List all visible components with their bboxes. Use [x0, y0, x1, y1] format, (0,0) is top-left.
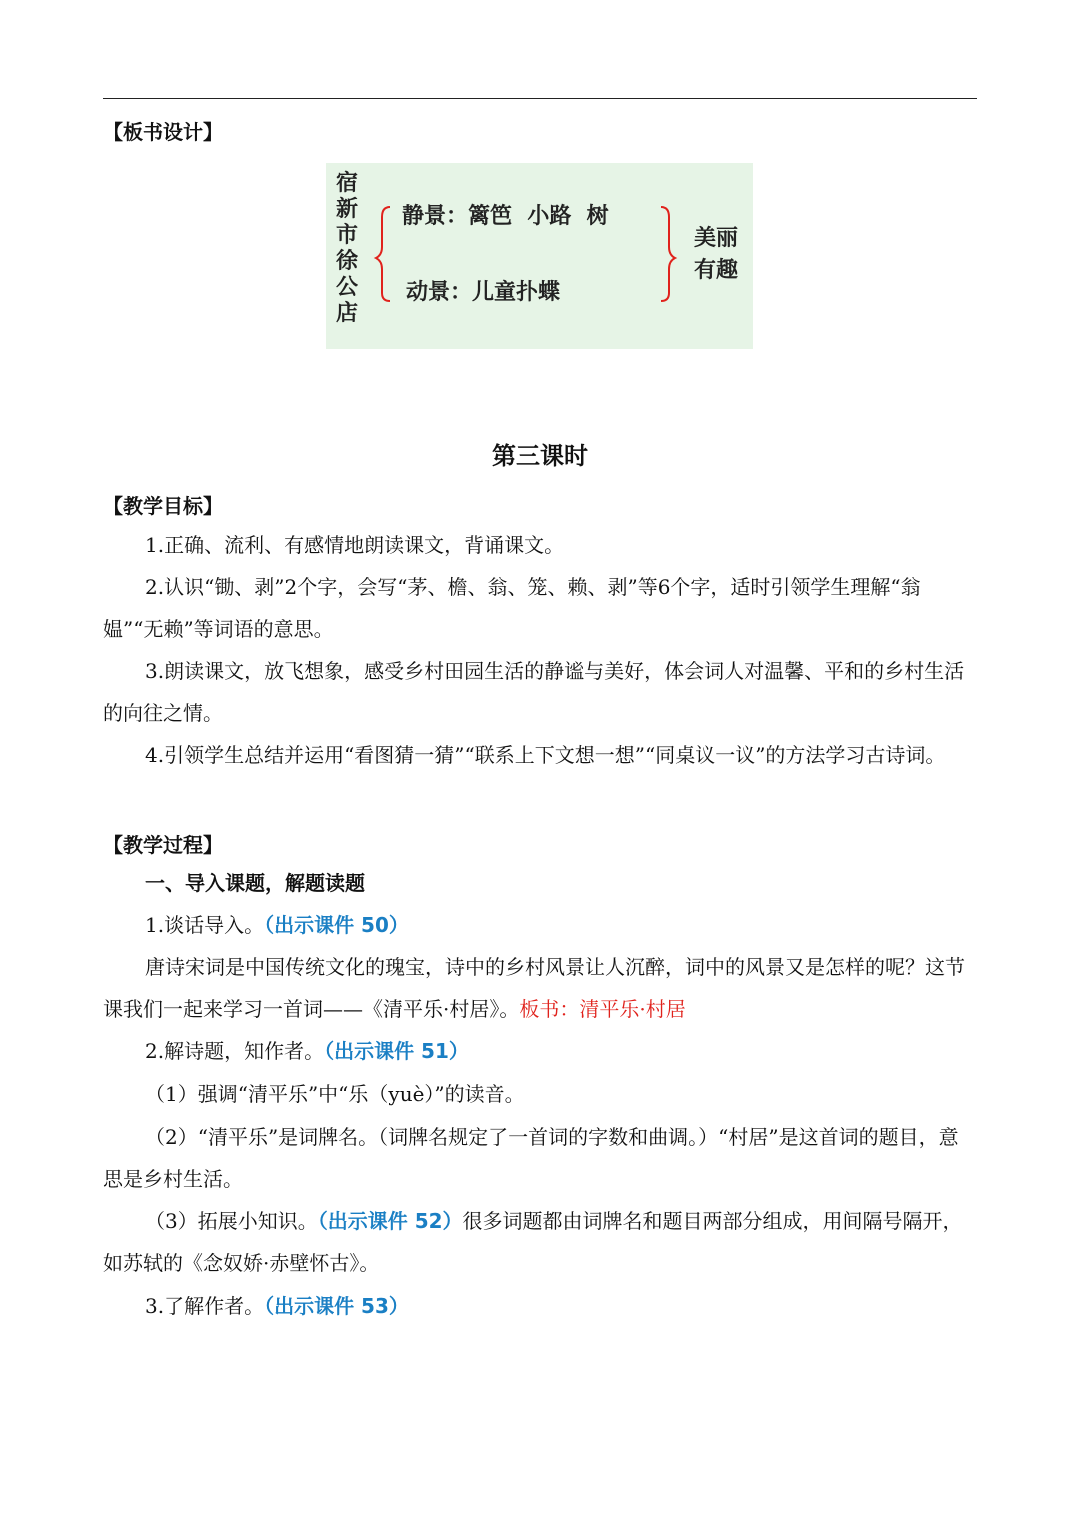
sub-item-3: （3）拓展小知识。（出示课件 52）很多词题都由词牌名和题目两部分组成，用间隔号隔开，如苏轼的《念奴娇·赤壁怀古》。 — [103, 1209, 963, 1275]
board-title-char: 公 — [335, 275, 358, 300]
blackboard-figure — [326, 163, 753, 349]
courseware-note: （出示课件 50） — [264, 913, 409, 937]
left-brace — [376, 207, 390, 301]
board-result-line: 美丽 — [694, 226, 739, 251]
board-static-scene: 静景：篱笆 小路 树 — [402, 204, 609, 229]
step3: 3.了解作者。（出示课件 53） — [145, 1294, 409, 1318]
board-title-char: 市 — [335, 223, 358, 248]
step2: 2.解诗题，知作者。（出示课件 51） — [145, 1039, 469, 1063]
courseware-note: （出示课件 52） — [317, 1209, 463, 1233]
goals-label: 【教学目标】 — [103, 494, 223, 518]
step1-paragraph: 唐诗宋词是中国传统文化的瑰宝，诗中的乡村风景让人沉醉，词中的风景又是怎样的呢？这节课我们一起来学习一首词——《清平乐·村居》。板书：清平乐·村居 — [103, 955, 965, 1021]
goal-item: 4.引领学生总结并运用“看图猜一猜”“联系上下文想一想”“同桌议一议”的方法学习古诗词。 — [145, 743, 946, 767]
step1: 1.谈话导入。（出示课件 50） — [145, 913, 409, 937]
sub-item-2: （2）“清平乐”是词牌名。（词牌名规定了一首词的字数和曲调。）“村居”是这首词的题目，意思是乡村生活。 — [103, 1125, 959, 1191]
board-note: 板书：清平乐·村居 — [519, 997, 686, 1021]
part1-title: 一、导入课题，解题读题 — [145, 871, 365, 895]
courseware-note: （出示课件 53） — [264, 1294, 409, 1318]
board-title-char: 徐 — [335, 249, 358, 274]
board-dynamic-scene: 动景：儿童扑蝶 — [406, 280, 561, 305]
board-result — [694, 223, 738, 287]
sub-item-1: （1）强调“清平乐”中“乐（yuè）”的读音。 — [145, 1082, 525, 1106]
goal-item: 2.认识“锄、剥”2个字，会写“茅、檐、翁、笼、赖、剥”等6个字，适时引领学生理解“翁媪”“无赖”等词语的意思。 — [103, 575, 921, 641]
header-rule — [103, 98, 977, 99]
courseware-note: （出示课件 51） — [324, 1039, 469, 1063]
right-brace — [661, 207, 675, 301]
board-title-char: 店 — [335, 301, 358, 326]
goal-item: 1.正确、流利、有感情地朗读课文，背诵课文。 — [145, 533, 565, 557]
board-design-label: 【板书设计】 — [103, 120, 223, 144]
process-label: 【教学过程】 — [103, 833, 223, 857]
board-title-char: 新 — [335, 197, 358, 222]
goal-item: 3.朗读课文，放飞想象，感受乡村田园生活的静谧与美好，体会词人对温馨、平和的乡村生活的向往之情。 — [103, 659, 965, 725]
board-title-char: 宿 — [335, 171, 358, 196]
board-result-line: 有趣 — [694, 258, 739, 283]
lesson-heading: 第三课时 — [492, 441, 588, 470]
board-braces — [326, 163, 753, 349]
